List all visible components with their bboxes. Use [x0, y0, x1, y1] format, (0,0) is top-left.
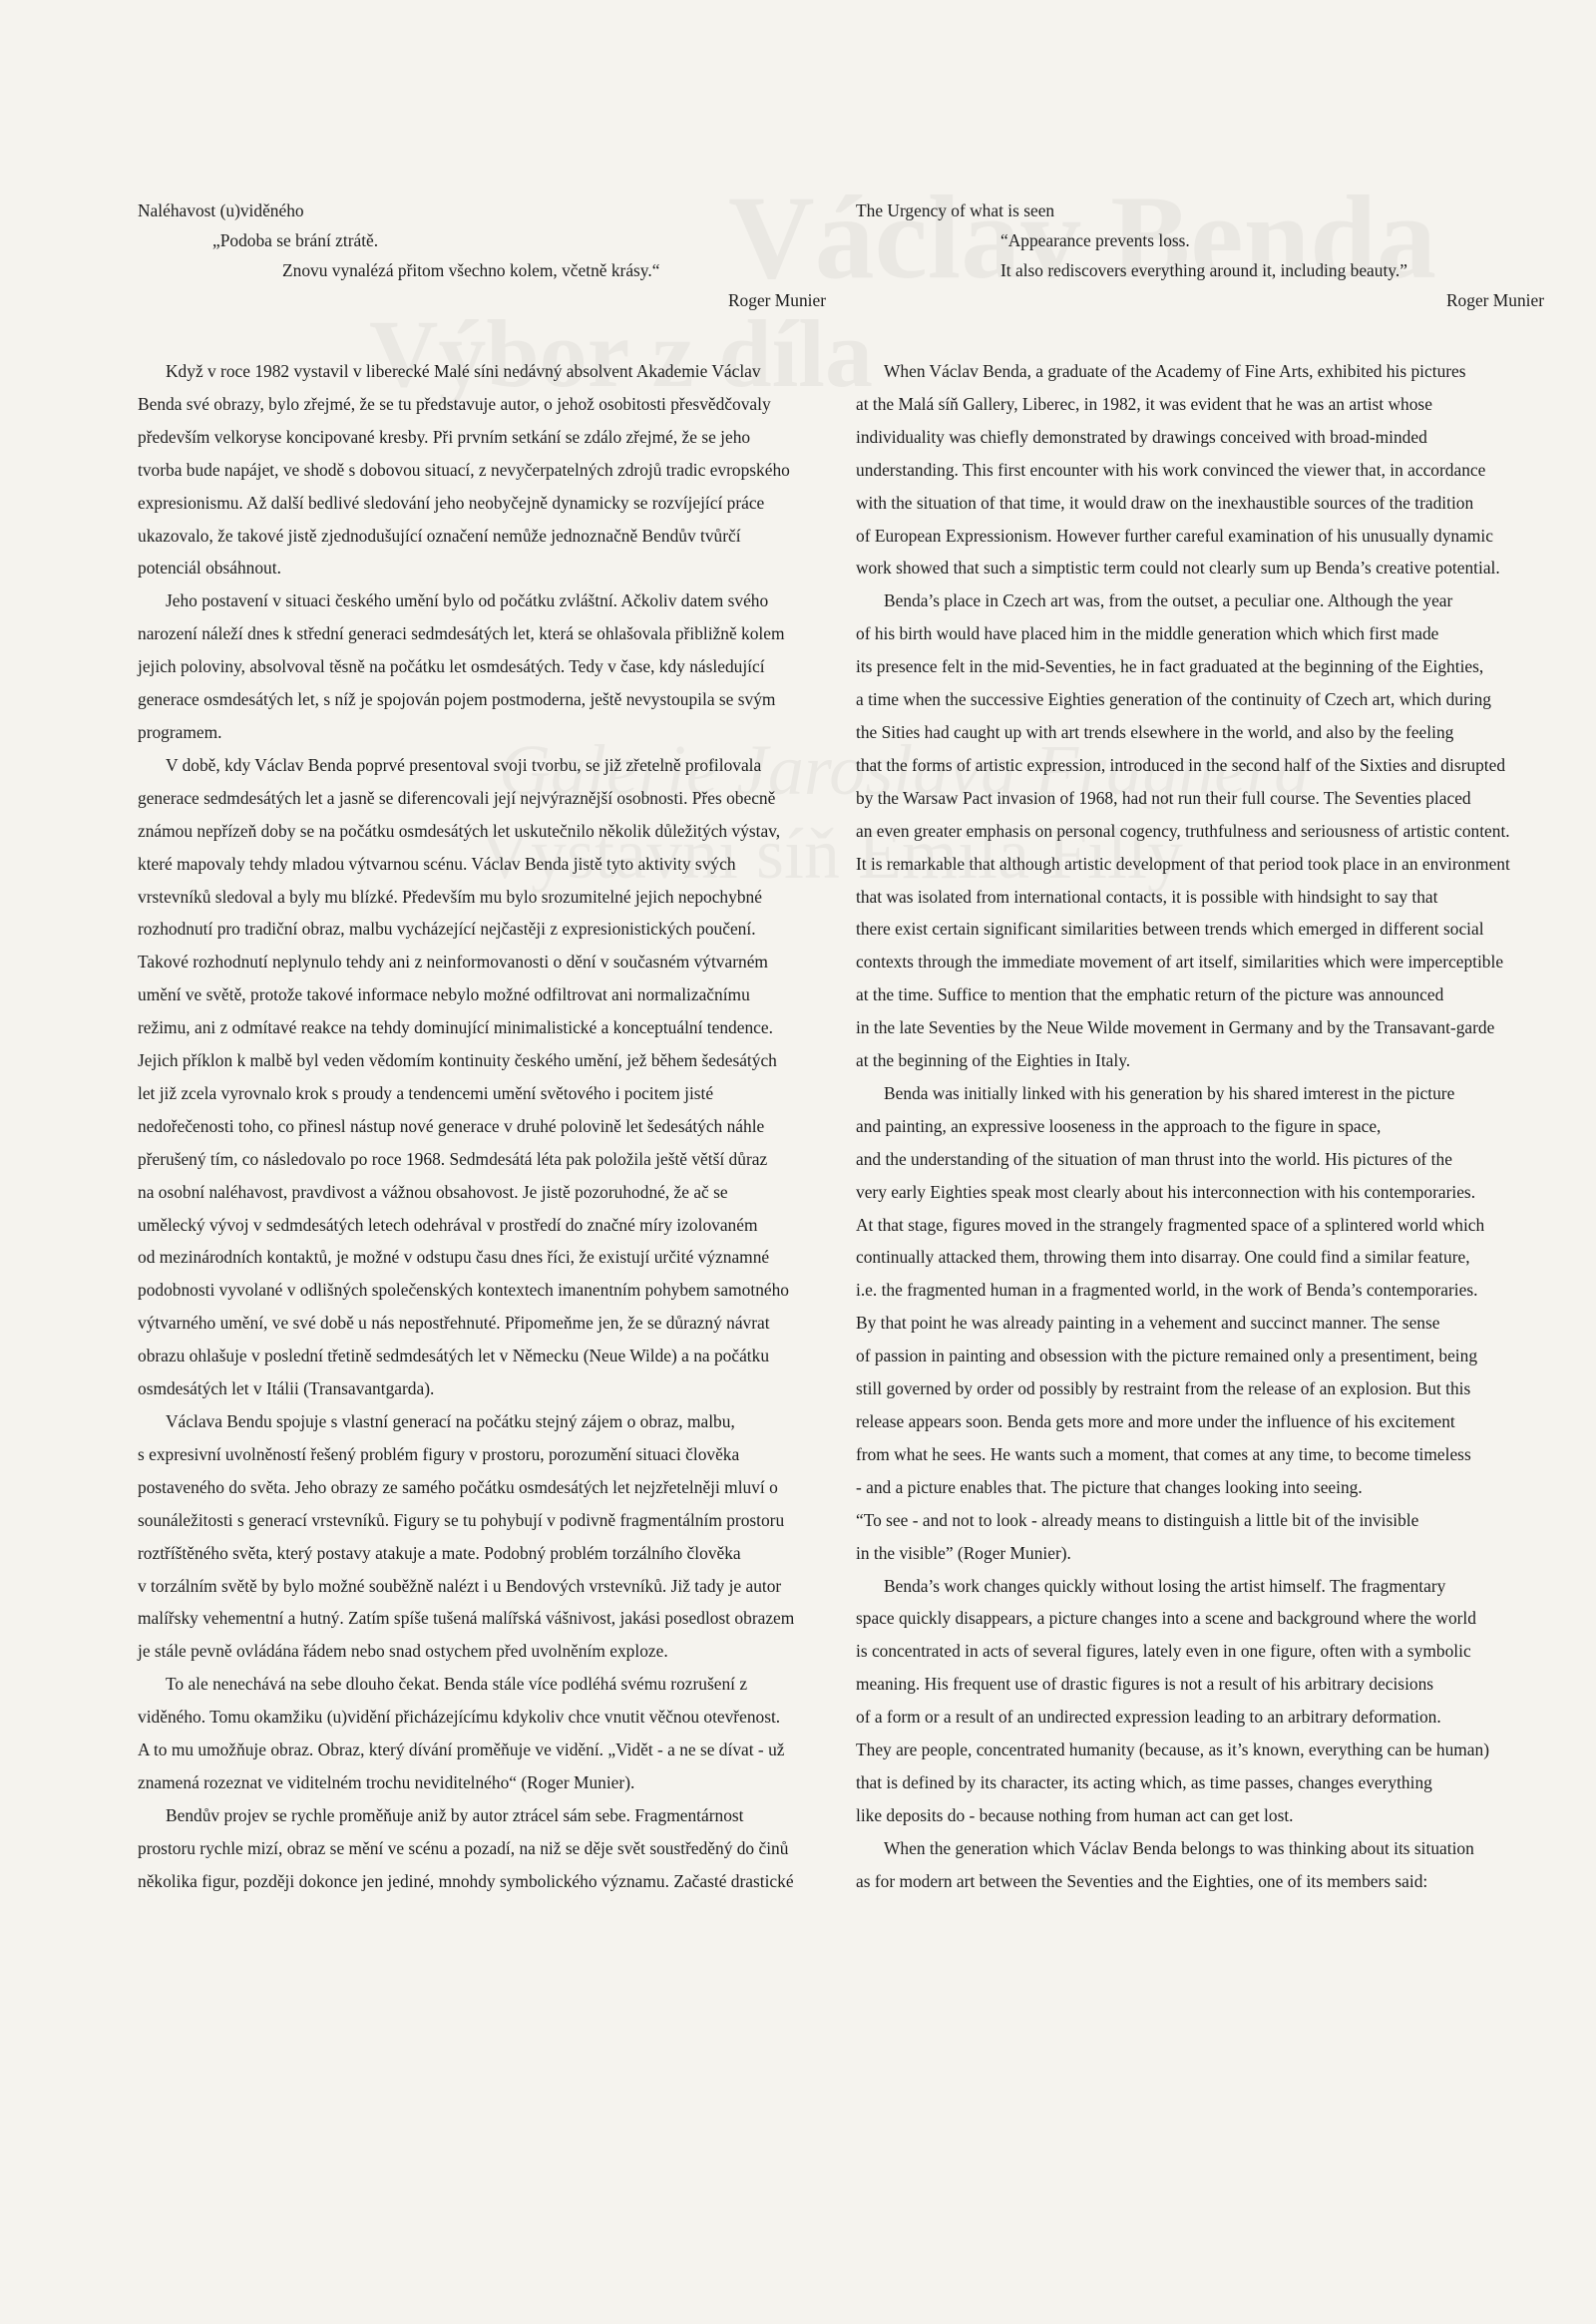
text-line: s expresivní uvolněností řešený problém figury v prostoru, porozumění situaci člověka — [138, 1443, 740, 1464]
czech-title: Naléhavost (u)viděného — [138, 200, 304, 220]
text-line: Václava Bendu spojuje s vlastní generací na počátku stejný zájem o obraz, malbu, — [166, 1411, 735, 1431]
text-line: very early Eighties speak most clearly about his interconnection with his contemporaries. — [856, 1181, 1476, 1202]
text-line: like deposits do - because nothing from human act can get lost. — [856, 1804, 1294, 1825]
text-line: programem. — [138, 721, 222, 742]
text-line: By that point he was already painting in a vehement and succinct manner. The sense — [856, 1313, 1440, 1334]
text-line: malířsky vehementní a hutný. Zatím spíše tušená malířská vášnivost, jakási posedlost obrazem — [138, 1608, 795, 1629]
english-epigraph-line: “Appearance prevents loss. — [1000, 230, 1190, 250]
english-epigraph-author: Roger Munier — [1445, 290, 1544, 310]
text-line: space quickly disappears, a picture changes into a scene and background where the world — [856, 1608, 1476, 1629]
czech-epigraph-line: Znovu vynalézá přitom všechno kolem, včetně krásy.“ — [282, 260, 660, 280]
text-line: To ale nenechává na sebe dlouho čekat. Benda stále více podléhá svému rozrušení z — [166, 1674, 748, 1695]
text-line: let již zcela vyrovnalo krok s proudy a tendencemi umění světového i pocitem jisté — [138, 1082, 714, 1103]
text-line: and the understanding of the situation of man thrust into the world. His pictures of the — [856, 1148, 1452, 1169]
text-line: obrazu ohlašuje v poslední třetině sedmdesátých let v Německu (Neue Wilde) a na počátku — [138, 1346, 770, 1366]
text-line: expresionismu. Až další bedlivé sledování jeho neobyčejně dynamicky se rozvíjející práce — [138, 492, 765, 513]
text-line: “To see - and not to look - already means to distinguish a little bit of the invisible — [856, 1509, 1419, 1530]
text-line: as for modern art between the Seventies and the Eighties, one of its members said: — [856, 1870, 1428, 1891]
text-line: of European Expressionism. However further careful examination of his unusually dynamic — [856, 525, 1493, 546]
text-line: roztříštěného světa, který postavy atakuje a mate. Podobný problém torzálního člověka — [138, 1542, 741, 1563]
text-line: je stále pevně ovládána řádem nebo snad ostychem před uvolněním exploze. — [138, 1641, 668, 1662]
text-line: postaveného do světa. Jeho obrazy ze samého počátku osmdesátých let nejzřetelněji mluví o — [138, 1476, 778, 1497]
text-line: at the time. Suffice to mention that the emphatic return of the picture was announced — [856, 984, 1444, 1005]
text-line: and painting, an expressive looseness in the approach to the figure in space, — [856, 1115, 1382, 1136]
czech-column — [138, 195, 826, 1898]
text-line: with the situation of that time, it would draw on the inexhaustible sources of the tradition — [856, 492, 1474, 513]
text-line: contexts through the immediate movement of art itself, similarities which were imperceptible — [856, 952, 1504, 972]
text-line: podobnosti vyvolané v odlišných společenských kontextech imanentním pohybem samotného — [138, 1280, 789, 1301]
text-line: nedořečenosti toho, co přinesl nástup nové generace v druhé polovině let šedesátých náhle — [138, 1115, 765, 1136]
text-line: at the beginning of the Eighties in Italy. — [856, 1050, 1131, 1071]
text-line: generace osmdesátých let, s níž je spojován pojem postmoderna, ještě nevystoupila se svým — [138, 689, 776, 710]
text-line: prostoru rychle mizí, obraz se mění ve scénu a pozadí, na niž se děje svět soustředěný do činů — [138, 1837, 789, 1858]
text-line: od mezinárodních kontaktů, je možné v odstupu času dnes říci, že existují určité významné — [138, 1247, 770, 1268]
text-line: především velkoryse koncipované kresby. Při prvním setkání se zdálo zřejmé, že se jeho — [138, 426, 751, 447]
text-line: sounáležitosti s generací vrstevníků. Figury se tu pohybují v podivně fragmentálním prostoru — [138, 1509, 785, 1530]
english-epigraph-line: It also rediscovers everything around it, including beauty.” — [1000, 260, 1407, 280]
text-line: individuality was chiefly demonstrated by drawings conceived with broad-minded — [856, 426, 1427, 447]
text-line: in the visible” (Roger Munier). — [856, 1542, 1071, 1563]
text-line: at the Malá síň Gallery, Liberec, in 1982, it was evident that he was an artist whose — [856, 393, 1432, 414]
text-line: V době, kdy Václav Benda poprvé presentoval svoji tvorbu, se již zřetelně profilovala — [166, 754, 762, 775]
text-line: umění ve světě, protože takové informace nebylo možné odfiltrovat ani normalizačnímu — [138, 984, 750, 1005]
text-line: that the forms of artistic expression, introduced in the second half of the Sixties and disrupted — [856, 754, 1506, 775]
text-line: When the generation which Václav Benda belongs to was thinking about its situation — [884, 1837, 1474, 1858]
text-line: Když v roce 1982 vystavil v liberecké Malé síni nedávný absolvent Akademie Václav — [166, 361, 761, 381]
text-line: At that stage, figures moved in the strangely fragmented space of a splintered world which — [856, 1214, 1485, 1235]
text-line: the Sities had caught up with art trends elsewhere in the world, and also by the feeling — [856, 721, 1454, 742]
text-line: of his birth would have placed him in the middle generation which which first made — [856, 623, 1439, 644]
text-line: Benda’s place in Czech art was, from the outset, a peculiar one. Although the year — [884, 590, 1453, 611]
text-line: of a form or a result of an undirected expression leading to an arbitrary deformation. — [856, 1707, 1441, 1728]
text-line: známou nepřízeň doby se na počátku osmdesátých let uskutečnilo několik důležitých výstav, — [138, 820, 781, 841]
text-line: its presence felt in the mid-Seventies, he in fact graduated at the beginning of the Eighties, — [856, 656, 1484, 677]
czech-body-text — [138, 355, 826, 1898]
text-line: narození náleží dnes k střední generaci sedmdesátých let, která se ohlašovala přibližně kolem — [138, 623, 785, 644]
text-line: režimu, ani z odmítavé reakce na tehdy dominující minimalistické a konceptuální tendence. — [138, 1017, 773, 1038]
text-line: understanding. This first encounter with his work convinced the viewer that, in accordance — [856, 459, 1486, 480]
text-line: generace sedmdesátých let a jasně se diferencovali její nejvýraznější osobnosti. Přes obecně — [138, 787, 776, 808]
text-line: Benda’s work changes quickly without losing the artist himself. The fragmentary — [884, 1575, 1446, 1596]
text-line: ukazovalo, že takové jistě zjednodušující označení nemůže jednoznačně Bendův tvůrčí — [138, 525, 741, 546]
czech-epigraph-line: „Podoba se brání ztrátě. — [212, 230, 379, 250]
text-line: Benda was initially linked with his generation by his shared imterest in the picture — [884, 1082, 1455, 1103]
text-line: vrstevníků sledoval a byly mu blízké. Především mu bylo srozumitelné jejich nepochybné — [138, 886, 762, 907]
text-line: that was isolated from international contacts, it is possible with hindsight to say that — [856, 886, 1438, 907]
text-line: that is defined by its character, its acting which, as time passes, changes everything — [856, 1771, 1432, 1792]
text-line: there exist certain significant similarities between trends which emerged in different social — [856, 919, 1484, 940]
text-line: umělecký vývoj v sedmdesátých letech odehrával v prostředí do značné míry izolovaném — [138, 1214, 758, 1235]
text-line: of passion in painting and obsession with the picture remained only a presentiment, being — [856, 1346, 1478, 1366]
text-line: přerušený tím, co následovalo po roce 1968. Sedmdesátá léta pak položila ještě větší důraz — [138, 1148, 768, 1169]
text-line: potenciál obsáhnout. — [138, 558, 281, 579]
text-line: Takové rozhodnutí neplynulo tehdy ani z neinformovanosti o dění v současném výtvarném — [138, 952, 768, 972]
text-line: in the late Seventies by the Neue Wilde movement in Germany and by the Transavant-garde — [856, 1017, 1495, 1038]
text-line: i.e. the fragmented human in a fragmented world, in the work of Benda’s contemporaries. — [856, 1280, 1478, 1301]
text-line: jejich poloviny, absolvoval těsně na počátku let osmdesátých. Tedy v čase, kdy následující — [138, 656, 765, 677]
text-line: from what he sees. He wants such a moment, that comes at any time, to become timeless — [856, 1443, 1471, 1464]
text-line: Benda své obrazy, bylo zřejmé, že se tu představuje autor, o jehož osobitosti přesvědčovaly — [138, 393, 771, 414]
text-line: Jeho postavení v situaci českého umění bylo od počátku zvláštní. Ačkoliv datem svého — [166, 590, 769, 611]
text-line: a time when the successive Eighties generation of the continuity of Czech art, which during — [856, 689, 1491, 710]
text-line: znamená rozeznat ve viditelném trochu neviditelného“ (Roger Munier). — [138, 1771, 635, 1792]
english-column — [856, 195, 1544, 1898]
text-line: They are people, concentrated humanity (because, as it’s known, everything can be human) — [856, 1740, 1490, 1760]
text-line: an even greater emphasis on personal cogency, truthfulness and seriousness of artistic content. — [856, 820, 1510, 841]
text-line: Jejich příklon k malbě byl veden vědomím kontinuity českého umění, jež během šedesátých — [138, 1050, 777, 1071]
text-line: work showed that such a simptistic term could not clearly sum up Benda’s creative potential. — [856, 558, 1500, 579]
text-line: několika figur, později dokonce jen jediné, mnohdy symbolického významu. Začasté drastické — [138, 1870, 794, 1891]
text-line: by the Warsaw Pact invasion of 1968, had not run their full course. The Seventies placed — [856, 787, 1471, 808]
english-title: The Urgency of what is seen — [856, 200, 1055, 220]
text-line: It is remarkable that although artistic development of that period took place in an environment — [856, 853, 1510, 874]
text-line: A to mu umožňuje obraz. Obraz, který dívání proměňuje ve vidění. „Vidět - a ne se dívat - už — [138, 1740, 785, 1760]
text-line: v torzálním světě by bylo možné souběžně nalézt i u Bendových vrstevníků. Již tady je autor — [138, 1575, 782, 1596]
text-line: které mapovaly tehdy mladou výtvarnou scénu. Václav Benda jistě tyto aktivity svých — [138, 853, 736, 874]
text-line: výtvarného umění, ve své době u nás nepostřehnuté. Připomeňme jen, že se důrazný návrat — [138, 1313, 770, 1334]
text-line: tvorba bude napájet, ve shodě s dobovou situací, z nevyčerpatelných zdrojů tradic evropského — [138, 459, 790, 480]
text-line: Bendův projev se rychle proměňuje aniž by autor ztrácel sám sebe. Fragmentárnost — [166, 1804, 744, 1825]
text-line: - and a picture enables that. The picture that changes looking into seeing. — [856, 1476, 1363, 1497]
text-line: rozhodnutí pro tradiční obraz, malbu vycházející nejčastěji z expresionistických poučení. — [138, 919, 756, 940]
text-line: still governed by order od possibly by restraint from the release of an explosion. But this — [856, 1378, 1471, 1399]
text-line: continually attacked them, throwing them into disarray. One could find a similar feature, — [856, 1247, 1470, 1268]
text-line: viděného. Tomu okamžiku (u)vidění přicházejícímu kdykoliv chce vnutit věčnou otevřenost. — [138, 1707, 781, 1728]
text-line: na osobní naléhavost, pravdivost a vážnou obsahovost. Je jistě pozoruhodné, že ač se — [138, 1181, 728, 1202]
czech-epigraph-author: Roger Munier — [727, 290, 826, 310]
text-line: meaning. His frequent use of drastic figures is not a result of his arbitrary decisions — [856, 1674, 1434, 1695]
text-line: release appears soon. Benda gets more and more under the influence of his excitement — [856, 1411, 1455, 1431]
text-line: is concentrated in acts of several figures, lately even in one figure, often with a symbolic — [856, 1641, 1471, 1662]
text-line: osmdesátých let v Itálii (Transavantgarda). — [138, 1378, 435, 1399]
english-body-text — [856, 355, 1544, 1898]
text-line: When Václav Benda, a graduate of the Academy of Fine Arts, exhibited his pictures — [884, 361, 1466, 381]
